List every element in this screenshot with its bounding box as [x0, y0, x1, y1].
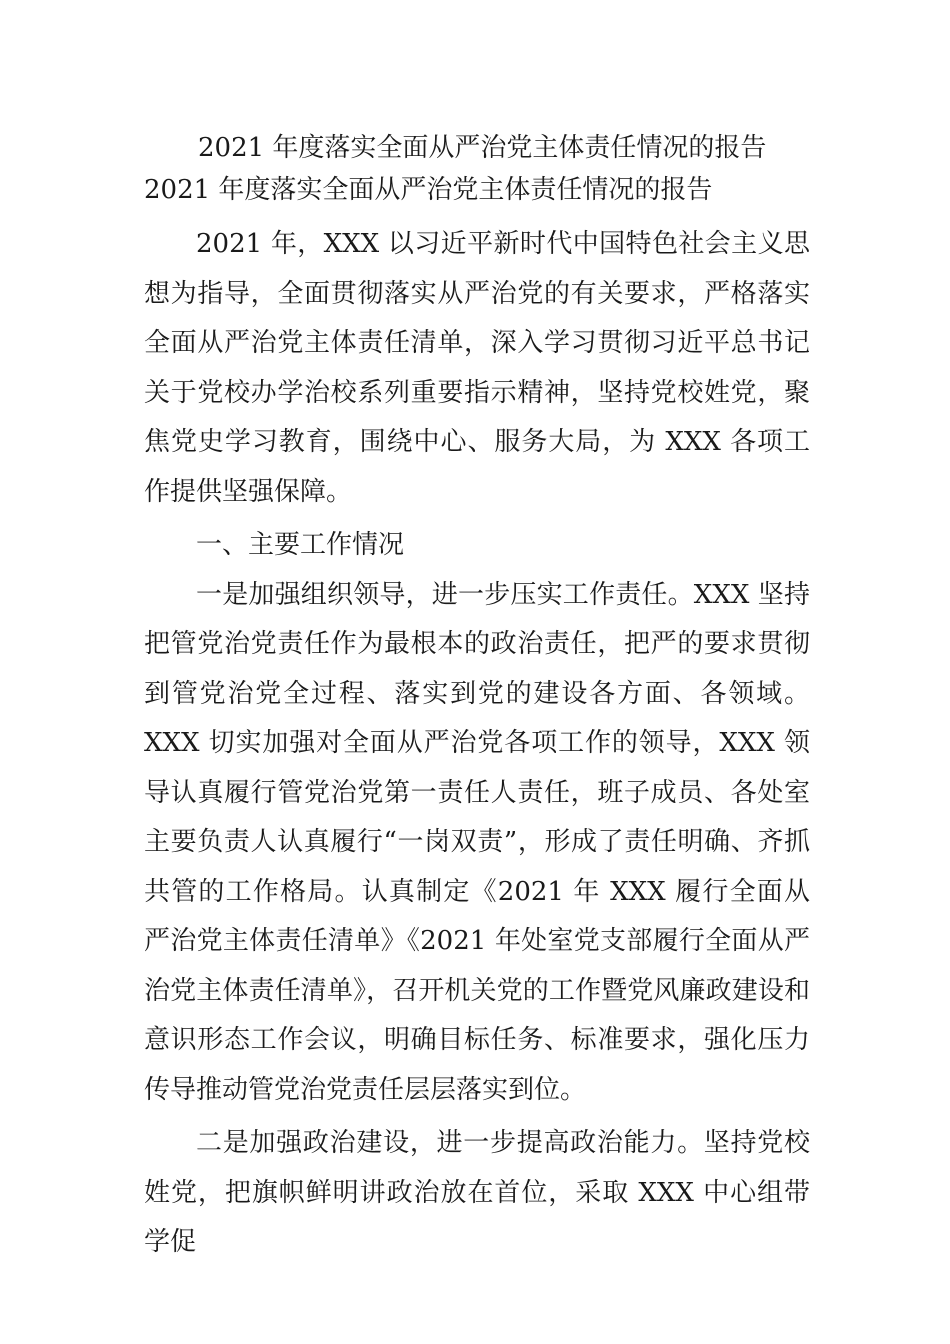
document-subtitle: 2021 年度落实全面从严治党主体责任情况的报告 [144, 175, 713, 205]
document-body [144, 130, 810, 1268]
document-title: 2021 年度落实全面从严治党主体责任情况的报告 [198, 133, 767, 163]
section-paragraph-1: 一是加强组织领导，进一步压实工作责任。XXX 坚持把管党治党责任作为最根本的政治责任，把严的要求贯彻到管党治党全过程、落实到党的建设各方面、各领域。XXX 切实加强对全面从严治党各项工作的领导，XXX 领导认真履行管党治党第一责任人责任，班子成员、各处室主要负责人认真履行“一岗双责”，形成了责任明确、齐抓共管的工作格局。认真制定《2021 年 XXX 履行全面从严治党主体责任清单》《2021 年处室党支部履行全面从严治党主体责任清单》，召开机关党的工作暨党风廉政建设和意识形态工作会议，明确目标任务、标准要求，强化压力传导推动管党治党责任层层落实到位。 [144, 579, 810, 1105]
section-paragraph-2: 二是加强政治建设，进一步提高政治能力。坚持党校姓党，把旗帜鲜明讲政治放在首位，采取 XXX 中心组带学促 [144, 1128, 810, 1257]
intro-paragraph: 2021 年，XXX 以习近平新时代中国特色社会主义思想为指导，全面贯彻落实从严治党的有关要求，严格落实全面从严治党主体责任清单，深入学习贯彻习近平总书记关于党校办学治校系列重要指示精神，坚持党校姓党，聚焦党史学习教育，围绕中心、服务大局，为 XXX 各项工作提供坚强保障。 [144, 229, 810, 507]
section-heading: 一、主要工作情况 [196, 530, 405, 560]
